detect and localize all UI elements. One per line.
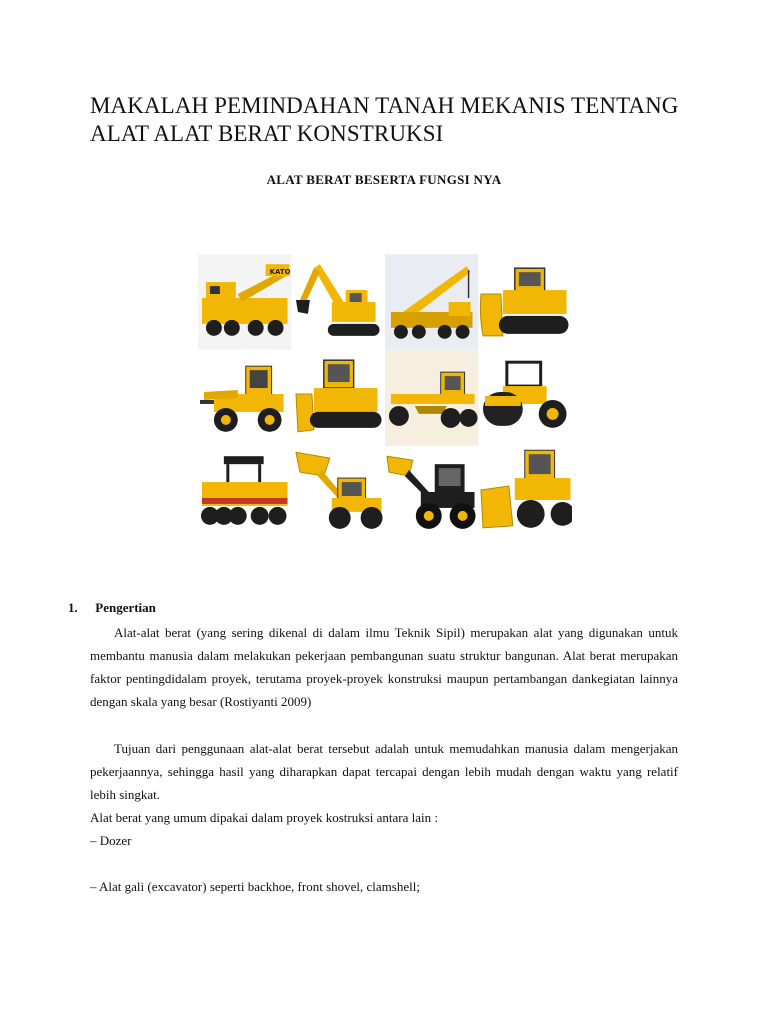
title-line-1: MAKALAH PEMINDAHAN TANAH MEKANIS TENTANG [90, 93, 679, 118]
heavy-equipment-collage [198, 254, 572, 542]
truck-crane-photo [385, 254, 479, 350]
list-item: – Alat gali (excavator) seperti backhoe, front shovel, clamshell; [90, 879, 420, 894]
road-roller-photo [479, 350, 573, 446]
road-roller-icon [479, 350, 573, 446]
wheel-loader-photo-2 [385, 446, 479, 542]
wheel-loader-photo-3 [479, 446, 573, 542]
truck-crane-icon [385, 254, 479, 350]
list-item: – Dozer [90, 833, 132, 848]
wheel-loader-icon [479, 446, 573, 542]
pneumatic-tire-roller-icon [198, 446, 292, 542]
section-title: Pengertian [95, 600, 156, 615]
document-subtitle: ALAT BERAT BESERTA FUNGSI NYA [266, 172, 502, 187]
bulldozer-photo [479, 254, 573, 350]
telehandler-icon [198, 350, 292, 446]
motor-grader-photo [385, 350, 479, 446]
document-title [90, 92, 710, 148]
excavator-icon [292, 254, 386, 350]
wheel-loader-photo-1 [292, 446, 386, 542]
wheel-loader-icon [385, 446, 479, 542]
paragraph-definition: Alat-alat berat (yang sering dikenal di dalam ilmu Teknik Sipil) merupakan alat yang digunakan untuk membantu manusia dalam melakukan pekerjaan pembangunan suatu struktur bangunan. Alat berat merupakan faktor pentingdidalam proyek, terutama proyek-proyek konstruksi maupun pertambangan dankegiatan lainnya dengan skala yang besar (Rostiyanti 2009) [90, 625, 678, 709]
mobile-crane-icon [198, 254, 292, 350]
bulldozer-icon [479, 254, 573, 350]
crawler-dozer-photo [292, 350, 386, 446]
paragraph-purpose: Tujuan dari penggunaan alat-alat berat tersebut adalah untuk memudahkan manusia dalam mengerjakan pekerjaannya, sehingga hasil yang diharapkan dapat tercapai dengan lebih mudah dengan waktu yang relatif lebih singkat. [90, 741, 678, 802]
tire-roller-photo [198, 446, 292, 542]
title-line-2: ALAT ALAT BERAT KONSTRUKSI [90, 121, 444, 146]
wheel-loader-icon [292, 446, 386, 542]
section-heading [68, 600, 156, 616]
motor-grader-icon [385, 350, 479, 446]
section-number: 1. [68, 600, 78, 615]
excavator-photo [292, 254, 386, 350]
crane-brand-badge: KATO [269, 268, 291, 277]
mobile-crane-photo [198, 254, 292, 350]
list-intro: Alat berat yang umum dipakai dalam proyek kostruksi antara lain : [90, 810, 439, 825]
crawler-dozer-icon [292, 350, 386, 446]
telehandler-photo [198, 350, 292, 446]
